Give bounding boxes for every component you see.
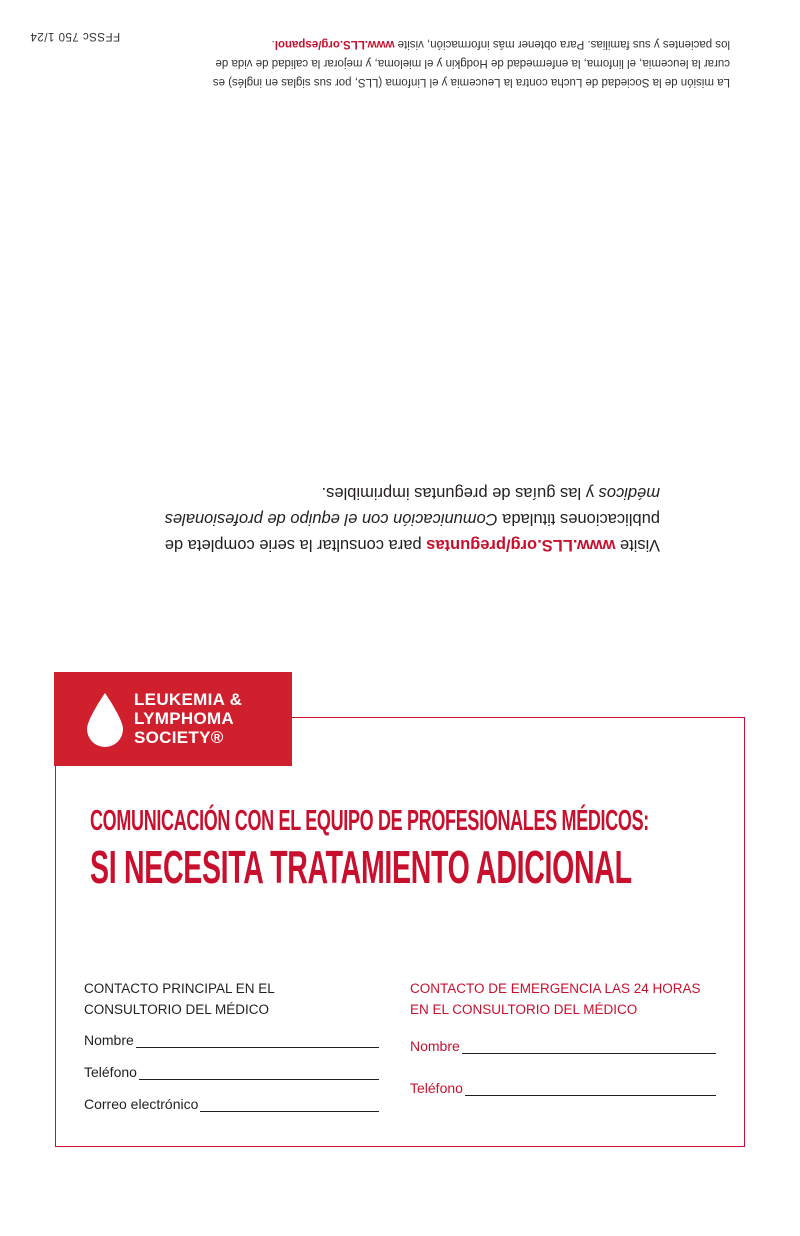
mission-line-1: La misión de la Sociedad de Lucha contra la Leucemia y el Linfoma (LLS, por sus siglas en inglés) es [212, 76, 730, 88]
title-line-1: COMUNICACIÓN CON EL EQUIPO DE PROFESIONALES MÉDICOS: [90, 805, 649, 837]
primary-email-field[interactable]: Correo electrónico [84, 1096, 379, 1112]
primary-contact-heading: CONTACTO PRINCIPAL EN EL CONSULTORIO DEL MÉDICO [84, 981, 275, 1017]
emergency-phone-field[interactable]: Teléfono [410, 1080, 716, 1096]
mission-link[interactable]: www.LLS.org/espanol [274, 38, 395, 50]
publication-code: FFSSc 750 1/24 [30, 30, 121, 42]
title-line-2: SI NECESITA TRATAMIENTO ADICIONAL [90, 841, 632, 893]
mission-statement [70, 34, 730, 91]
emergency-name-field[interactable]: Nombre [410, 1038, 716, 1054]
logo-wordmark: LEUKEMIA & LYMPHOMA SOCIETY® [134, 690, 243, 747]
mission-line-3: los pacientes y sus familias. Para obtener más información, visite www.LLS.org/espanol. [271, 38, 730, 50]
mission-line-2: curar la leucemia, el linfoma, la enfermedad de Hodgkin y el mieloma, y mejorar la calidad de vida de [215, 57, 730, 69]
primary-name-field[interactable]: Nombre [84, 1032, 379, 1048]
visit-link[interactable]: www.LLS.org/preguntas [426, 536, 616, 554]
series-title: Comunicación con el equipo de profesionales médicos [164, 484, 660, 528]
blood-drop-icon [87, 693, 123, 747]
visit-paragraph: Visite www.LLS.org/preguntas para consultar la serie completa de publicaciones titulada Comunicación con el equipo de profesionales médicos y las guías de preguntas imprimibles. [164, 484, 660, 554]
lls-logo [54, 672, 292, 766]
primary-phone-field[interactable]: Teléfono [84, 1064, 379, 1080]
emergency-contact-heading: CONTACTO DE EMERGENCIA LAS 24 HORAS EN EL CONSULTORIO DEL MÉDICO [410, 981, 701, 1017]
